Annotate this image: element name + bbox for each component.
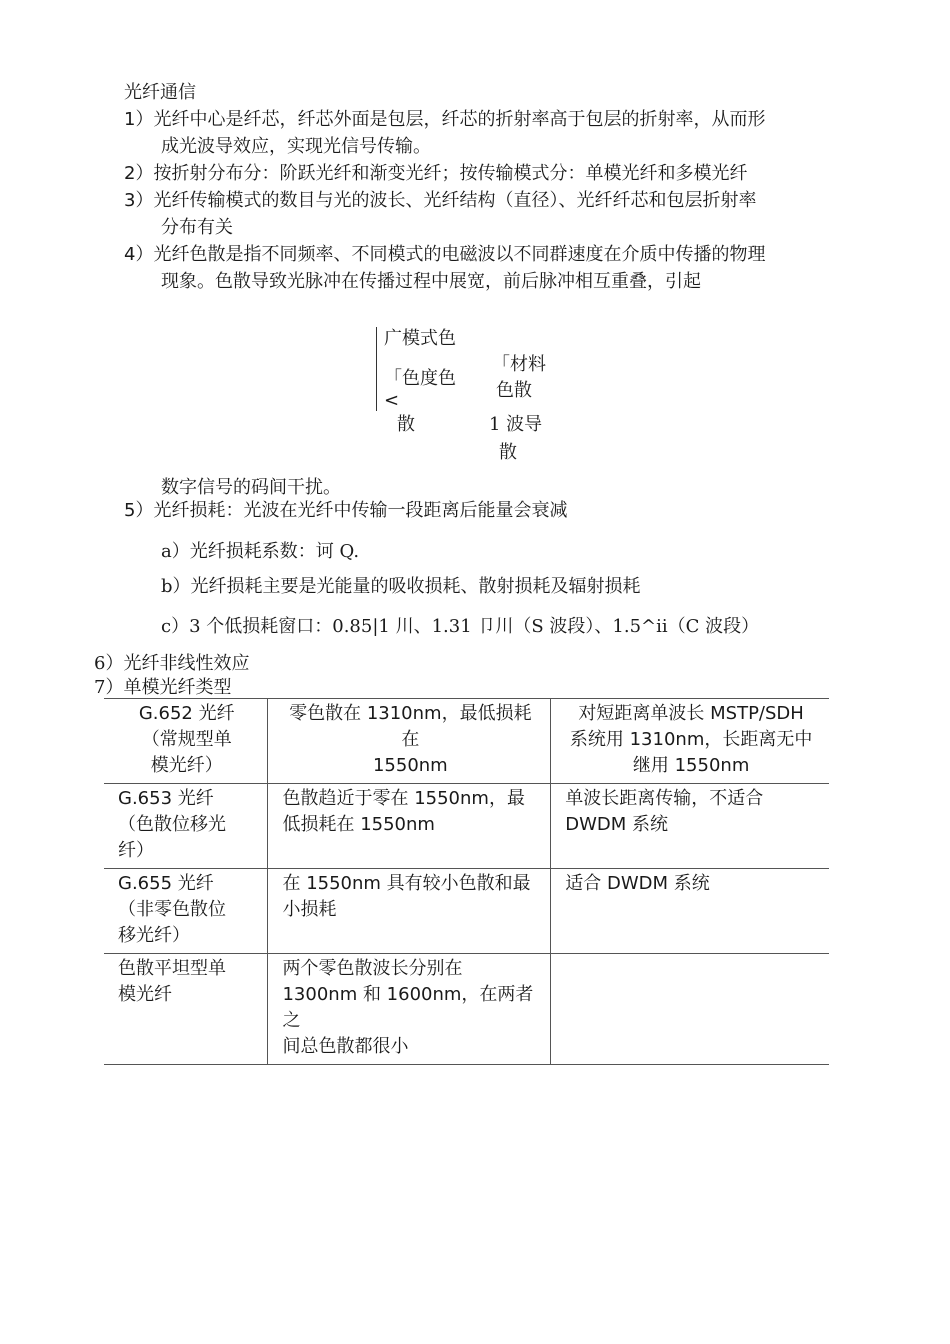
dispersion-diagram-bracket: [376, 327, 377, 411]
page-title: 光纤通信: [124, 82, 196, 103]
fiber-name-cell: G.653 光纤 （色散位移光 纤）: [104, 784, 268, 869]
fiber-use-cell: 适合 DWDM 系统: [551, 869, 829, 954]
diagram-san-left: 散: [397, 414, 415, 435]
sub-item-b: b）光纤损耗主要是光能量的吸收损耗、散射损耗及辐射损耗: [161, 576, 641, 597]
fiber-name-cell: 色散平坦型单 模光纤: [104, 954, 268, 1065]
fiber-use-cell: 对短距离单波长 MSTP/SDH 系统用 1310nm，长距离无中 继用 1550nm: [551, 699, 829, 784]
fiber-types-table: [104, 698, 829, 1065]
item-3-line-1: 3）光纤传输模式的数目与光的波长、光纤结构（直径）、光纤纤芯和包层折射率: [124, 190, 757, 211]
diagram-angle-bracket: <: [384, 390, 400, 411]
fiber-feature-cell: 色散趋近于零在 1550nm，最 低损耗在 1550nm: [268, 784, 551, 869]
item-1-line-1: 1）光纤中心是纤芯，纤芯外面是包层，纤芯的折射率高于包层的折射率，从而形: [124, 109, 766, 130]
item-6: 6）光纤非线性效应: [94, 653, 250, 674]
fiber-name-cell: G.652 光纤 （常规型单 模光纤）: [104, 699, 268, 784]
fiber-name-cell: G.655 光纤 （非零色散位 移光纤）: [104, 869, 268, 954]
table-row: [104, 954, 829, 1065]
fiber-feature-cell: 在 1550nm 具有较小色散和最 小损耗: [268, 869, 551, 954]
item-4-line-2: 现象。色散导致光脉冲在传播过程中展宽，前后脉冲相互重叠，引起: [161, 271, 701, 292]
fiber-use-cell: 单波长距离传输，不适合 DWDM 系统: [551, 784, 829, 869]
diagram-material-line-1: 「材料: [492, 354, 546, 375]
fiber-feature-cell: 零色散在 1310nm，最低损耗在 1550nm: [268, 699, 551, 784]
item-2: 2）按折射分布分：阶跃光纤和渐变光纤；按传输模式分：单模光纤和多模光纤: [124, 163, 748, 184]
table-row: [104, 699, 829, 784]
item-1-line-2: 成光波导效应，实现光信号传输。: [161, 136, 431, 157]
diagram-chromatic-dispersion: 「色度色: [384, 368, 456, 389]
fiber-use-cell: [551, 954, 829, 1065]
diagram-waveguide-line-2: 散: [499, 442, 517, 463]
diagram-material-line-2: 色散: [496, 380, 532, 401]
diagram-waveguide-line-1: 1 波导: [489, 414, 543, 435]
diagram-mode-dispersion: 广模式色: [384, 328, 456, 349]
fiber-feature-cell: 两个零色散波长分别在 1300nm 和 1600nm，在两者之 间总色散都很小: [268, 954, 551, 1065]
sub-item-a: a）光纤损耗系数：诃 Q.: [161, 541, 360, 562]
item-5: 5）光纤损耗：光波在光纤中传输一段距离后能量会衰减: [124, 500, 568, 521]
table-row: [104, 784, 829, 869]
sub-item-c: c）3 个低损耗窗口：0.85|1 川、1.31 卩川（S 波段）、1.5^ii（C 波段）: [161, 616, 760, 637]
item-4-line-1: 4）光纤色散是指不同频率、不同模式的电磁波以不同群速度在介质中传播的物理: [124, 244, 766, 265]
item-3-line-2: 分布有关: [161, 217, 233, 238]
item-7: 7）单模光纤类型: [94, 677, 232, 698]
table-row: [104, 869, 829, 954]
after-diagram-text: 数字信号的码间干扰。: [161, 477, 341, 498]
